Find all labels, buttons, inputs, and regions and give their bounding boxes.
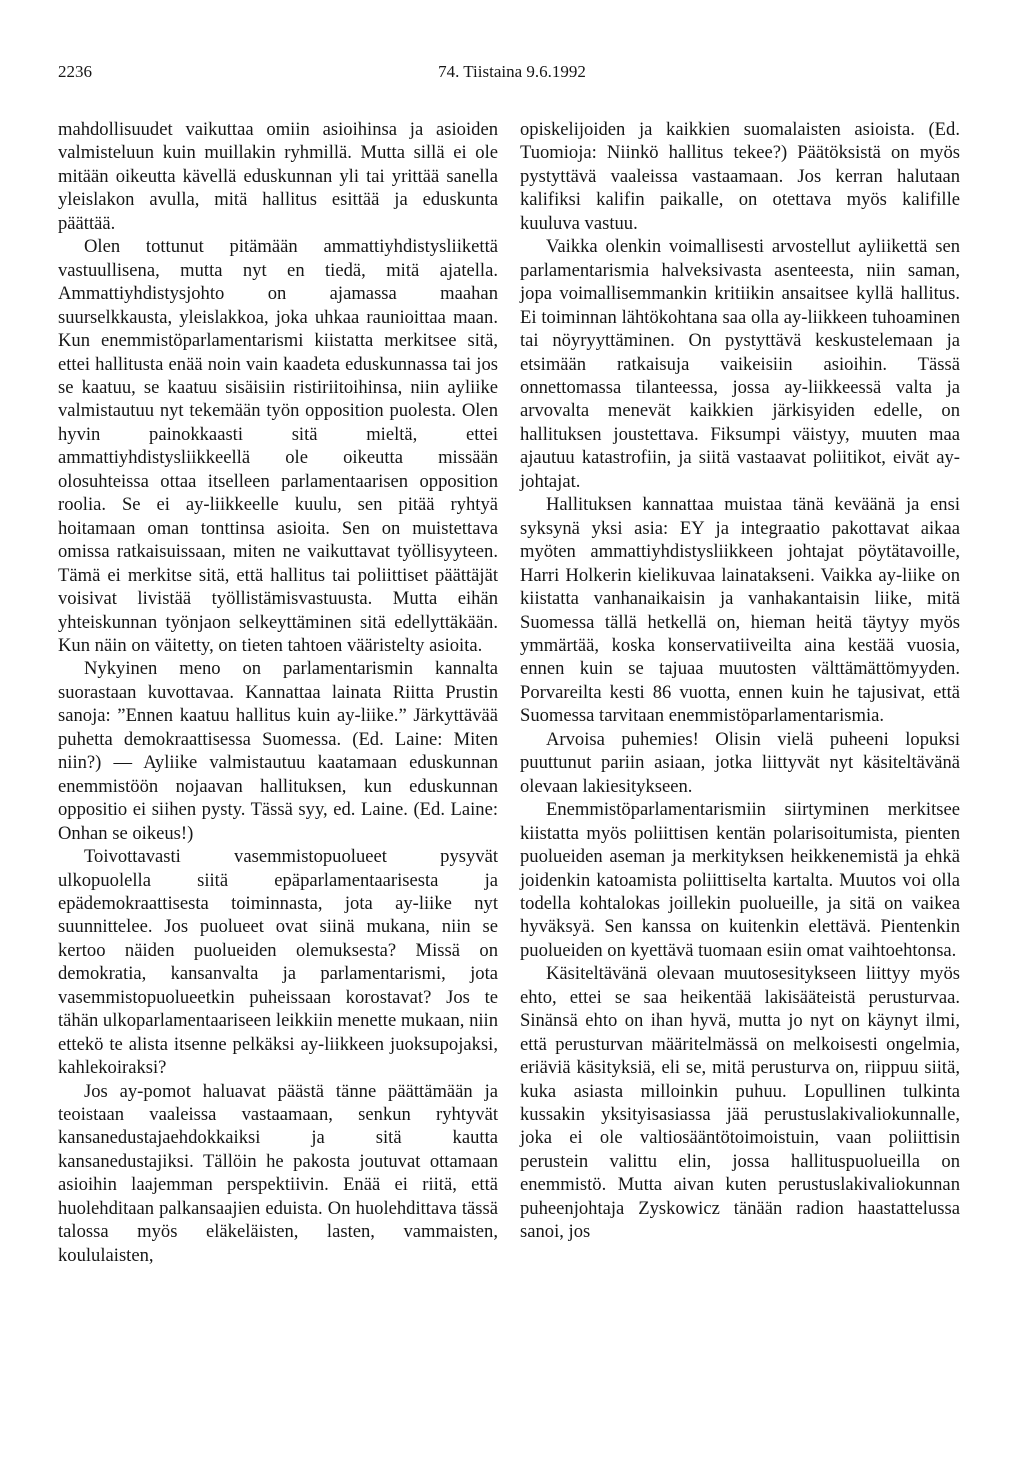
session-heading: 74. Tiistaina 9.6.1992 bbox=[438, 62, 586, 81]
paragraph: Käsiteltävänä olevaan muutosesitykseen liittyy myös ehto, ettei se saa heikentää lakisääteistä perusturvaa. Sinänsä ehto on ihan hyvä, mutta jo nyt on käynyt ilmi, että perusturvan määritelmässä on melkoisesti ongelmia, eriäviä käsityksiä, eli se, mitä perusturva on, riippuu siitä, kuka asiasta milloinkin puhuu. Lopullinen tulkinta kussakin yksityisasiassa jää perustuslakivaliokunnalle, joka ei ole valtiosääntötoimoistuin, vaan poliittisin perustein valittu elin, jossa hallituspuolueilla on enemmistö. Mutta aivan kuten perustuslakivaliokunnan puheenjohtaja Zyskowicz tänään radion haastattelussa sanoi, jos bbox=[520, 963, 960, 1243]
paragraph: Hallituksen kannattaa muistaa tänä keväänä ja ensi syksynä yksi asia: EY ja integraatio pakottavat aikaa myöten ammattiyhdistysliikkeen johtajat pöytätavoille, Harri Holkerin kielikuvaa lainatakseni. Vaikka ay-liike on kiistatta vanhanaikaisin ja vanhakantaisin liike, mitä Suomessa tällä hetkellä on, hieman heitä täytyy myös ymmärtää, koska konservatiiveilta aina kestää vuosia, ennen kuin se tajuaa muutosten välttämättömyyden. Porvareilta kesti 86 vuotta, ennen kuin he tajusivat, että Suomessa tarvitaan enemmistöparlamentarismia. bbox=[520, 494, 960, 727]
paragraph: Vaikka olenkin voimallisesti arvostellut ayliikettä sen parlamentarismia halveksivasta asenteesta, niin saman, jopa voimallisemmankin kritiikin ansaitsee kyllä hallitus. Ei toiminnan lähtökohtana saa olla ay-liikkeen tuhoaminen tai nöyryyttäminen. On pystyttävä keskustelemaan ja etsimään ratkaisuja vaikeisiin asioihin. Tässä onnettomassa tilanteessa, jossa ay-liikkeessä valta ja arvovalta menevät kaikkien järkisyiden edelle, on hallituksen joustettava. Fiksumpi väistyy, muuten maa ajautuu katastrofiin, ja siitä vastaavat poliitikot, eivät ay-johtajat. bbox=[520, 236, 960, 492]
right-column bbox=[520, 118, 960, 1244]
page-number: 2236 bbox=[58, 62, 92, 81]
paragraph: Jos ay-pomot haluavat päästä tänne päättämään ja teoistaan vaaleissa vastaamaan, senkun ryhtyvät kansanedustajaehdokkaiksi ja sitä kautta kansanedustajiksi. Tällöin he pakosta joutuvat ottamaan asioihin laajemman perspektiivin. Enää ei riitä, että huolehditaan palkansaajien eduista. On huolehdittava tässä talossa myös eläkeläisten, lasten, vammaisten, koululaisten, bbox=[58, 1080, 498, 1266]
paragraph: Toivottavasti vasemmistopuolueet pysyvät ulkopuolella siitä epäparlamentaarisesta ja epädemokraattisesta toiminnasta, jota ay-liike nyt suunnittelee. Jos puolueet ovat siinä mukana, niin se kertoo näiden puolueiden olemuksesta? Missä on demokratia, kansanvalta ja parlamentarismi, jota vasemmistopuolueetkin puheissaan korostavat? Jos te tähän ulkoparlamentaariseen leikkiin menette mukaan, niin ettekö te alista itsenne pelkäksi ay-liikkeen juoksupojaksi, kahlekoiraksi? bbox=[58, 846, 498, 1079]
paragraph: Arvoisa puhemies! Olisin vielä puheeni lopuksi puuttunut pariin asiaan, jotka liittyvät nyt käsiteltävänä olevaan lakiesitykseen. bbox=[520, 728, 960, 797]
paragraph: Enemmistöparlamentarismiin siirtyminen merkitsee kiistatta myös poliittisen kentän polarisoitumista, pienten puolueiden aseman ja merkityksen heikkenemistä ja ehkä joidenkin katoamista poliittiselta kartalta. Muutos voi olla todella kohtalokas joillekin puolueille, ja sitä on vaikea hyväksyä. Sen kanssa on kuitenkin elettävä. Pientenkin puolueiden on kyettävä tuomaan esiin omat vaihtoehtonsa. bbox=[520, 799, 960, 961]
left-column bbox=[58, 118, 498, 1267]
paragraph: Olen tottunut pitämään ammattiyhdistysliikettä vastuullisena, mutta nyt en tiedä, mitä ajatella. Ammattiyhdistysjohto on ajamassa maahan suurselkkausta, yleislakkoa, joka uhkaa raunioittaa maan. Kun enemmistöparlamentarismi kiistatta merkitsee sitä, ettei hallitusta enää noin vain kaadeta eduskunnassa tai jos se kaatuu, se kaatuu sisäisiin ristiriitoihinsa, niin ayliike valmistautuu nyt tekemään työn opposition puolesta. Olen hyvin painokkaasti sitä mieltä, ettei ammattiyhdistysliikkeellä ole oikeutta missään olosuhteissa ottaa itselleen parlamentaarisen opposition roolia. Se ei ay-liikkeelle kuulu, sen pitää ryhtyä hoitamaan oman tonttinsa asioita. Sen on muistettava omissa ratkaisuissaan, miten ne vaikuttavat työllisyyteen. Tämä ei merkitse sitä, että hallitus tai poliittiset päättäjät voisivat livistää työllistämisvastuusta. Mutta eihän yhteiskunnan työnjaon selkeyttäminen sitä edellyttäkään. Kun näin on väitetty, on tieten tahtoen vääristelty asioita. bbox=[58, 236, 498, 656]
page-header bbox=[58, 62, 966, 86]
paragraph: opiskelijoiden ja kaikkien suomalaisten asioista. (Ed. Tuomioja: Niinkö hallitus tekee?) Päätöksistä on myös pystyttävä vaaleissa vastaamaan. Jos kerran halutaan kalifiksi kalifin paikalle, on otettava myös kalifille kuuluva vastuu. bbox=[520, 119, 960, 234]
paragraph: mahdollisuudet vaikuttaa omiin asioihinsa ja asioiden valmisteluun kuin muillakin ryhmillä. Mutta sillä ei ole mitään oikeutta kävellä eduskunnan yli tai yrittää sanella yleislakon avulla, mitä hallitus esittää ja eduskunta päättää. bbox=[58, 119, 498, 234]
paragraph: Nykyinen meno on parlamentarismin kannalta suorastaan kuvottavaa. Kannattaa lainata Riitta Prustin sanoja: ”Ennen kaatuu hallitus kuin ay-liike.” Järkyttävää puhetta demokraattisessa Suomessa. (Ed. Laine: Miten niin?) — Ayliike valmistautuu kaatamaan eduskunnan enemmistöön nojaavan hallituksen, kun eduskunnan oppositio ei siihen pysty. Tässä syy, ed. Laine. (Ed. Laine: Onhan se oikeus!) bbox=[58, 658, 498, 844]
